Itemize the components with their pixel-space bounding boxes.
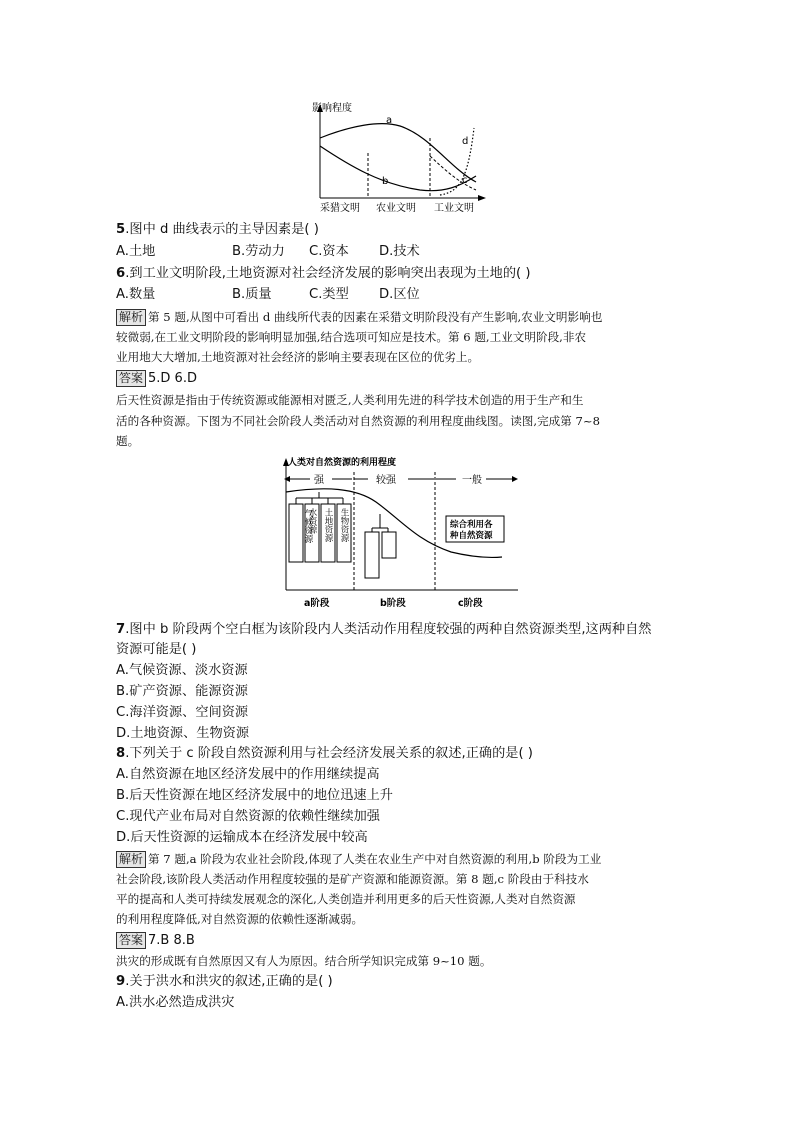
question-5-options (116, 242, 420, 262)
fig2-stage-a: a阶段 (304, 598, 330, 609)
q5-option-d[interactable]: D.技术 (379, 244, 420, 259)
explanation-7-8-line-4: 的利用程度降低,对自然资源的依赖性逐渐减弱。 (116, 912, 364, 926)
answer-tag: 答案 (116, 370, 146, 387)
box-land-label: 土地资源 (323, 508, 333, 542)
intro-7-8-line-2: 活的各种资源。下图为不同社会阶段人类活动对自然资源的利用程度曲线图。读图,完成第 7~8 (116, 414, 600, 428)
q8-option-d[interactable]: D.后天性资源的运输成本在经济发展中较高 (116, 830, 368, 845)
q7-option-d[interactable]: D.土地资源、生物资源 (116, 726, 250, 741)
q6-option-a[interactable]: A.数量 (116, 287, 156, 302)
figure-influence-chart (300, 98, 490, 216)
q7-option-c[interactable]: C.海洋资源、空间资源 (116, 705, 249, 720)
q6-option-b[interactable]: B.质量 (232, 287, 272, 302)
q6-option-c[interactable]: C.类型 (309, 287, 349, 302)
fig2-stage-c: c阶段 (458, 598, 483, 609)
intro-9-10: 洪灾的形成既有自然原因又有人为原因。结合所学知识完成第 9~10 题。 (116, 954, 492, 968)
box-bio-label: 生物资源 (339, 508, 349, 542)
curve-b-label: b (382, 176, 389, 187)
explanation-tag: 解析 (116, 851, 146, 868)
q8-option-a[interactable]: A.自然资源在地区经济发展中的作用继续提高 (116, 767, 380, 782)
curve-a-label: a (386, 115, 393, 126)
blank-box-2 (382, 532, 396, 558)
answer-tag: 答案 (116, 932, 146, 949)
q7-option-a[interactable]: A.气候资源、淡水资源 (116, 663, 248, 678)
explanation-5-6-line-3: 业用地大大增加,土地资源对社会经济的影响主要表现在区位的优劣上。 (116, 350, 480, 364)
box-climate-label: 气候资源 (279, 509, 313, 519)
explanation-7-8-line-2: 社会阶段,该阶段人类活动作用程度较强的是矿产资源和能源资源。第 8 题,c 阶段由于科技水 (116, 872, 589, 886)
answer-7-8: 答案 7.B 8.B (116, 931, 195, 951)
q8-option-b[interactable]: B.后天性资源在地区经济发展中的地位迅速上升 (116, 788, 393, 803)
fig2-ylabel: 人类对自然资源的利用程度 (288, 458, 397, 468)
question-9: 9.关于洪水和洪灾的叙述,正确的是( ) (116, 974, 333, 989)
intro-7-8-line-1: 后天性资源是指由于传统资源或能源相对匮乏,人类利用先进的科学技术创造的用于生产和生 (116, 393, 584, 407)
figure-resource-usage-chart (276, 454, 526, 614)
explanation-7-8-line-3: 平的提高和人类可持续发展观念的深化,人类创造并利用更多的后天性资源,人类对自然资源 (116, 892, 576, 906)
question-6: 6.到工业文明阶段,土地资源对社会经济发展的影响突出表现为土地的( ) (116, 266, 531, 281)
blank-box-1 (365, 532, 379, 578)
q6-option-d[interactable]: D.区位 (379, 287, 420, 302)
q5-option-c[interactable]: C.资本 (309, 244, 349, 259)
fig1-ylabel: 影响程度 (312, 103, 352, 114)
intro-7-8-line-3: 题。 (116, 434, 140, 448)
curve-a (320, 124, 476, 182)
fig1-stage-3: 工业文明 (434, 203, 474, 214)
q8-option-c[interactable]: C.现代产业布局对自然资源的依赖性继续加强 (116, 809, 380, 824)
question-7-line-2: 资源可能是( ) (116, 642, 197, 657)
question-6-options (116, 285, 420, 305)
explanation-7-8-line-1: 解析 第 7 题,a 阶段为农业社会阶段,体现了人类在农业生产中对自然资源的利用,b 阶段为工业 (116, 849, 601, 869)
curve-b (320, 146, 476, 191)
fig1-stage-2: 农业文明 (376, 203, 416, 214)
box-water-label: 水资源 (307, 508, 317, 534)
q9-option-a[interactable]: A.洪水必然造成洪灾 (116, 995, 235, 1010)
q5-option-b[interactable]: B.劳动力 (232, 244, 285, 259)
explanation-tag: 解析 (116, 309, 146, 326)
curve-d (440, 128, 474, 195)
question-8: 8.下列关于 c 阶段自然资源利用与社会经济发展关系的叙述,正确的是( ) (116, 746, 533, 761)
explanation-5-6-line-1: 解析 第 5 题,从图中可看出 d 曲线所代表的因素在采猎文明阶段没有产生影响,农业文明影响也 (116, 307, 602, 327)
fig2-stage-b: b阶段 (380, 598, 406, 609)
fig2-level-strong: 强 (314, 475, 324, 486)
answer-5-6: 答案 5.D 6.D (116, 369, 197, 389)
curve-c (430, 156, 476, 190)
fig2-level-medium: 较强 (376, 475, 396, 486)
q5-option-a[interactable]: A.土地 (116, 244, 156, 259)
fig1-stage-1: 采猎文明 (320, 203, 360, 214)
fig2-level-general: 一般 (462, 475, 482, 486)
curve-d-label: d (462, 136, 469, 147)
curve-c-label: c (462, 175, 468, 186)
question-5: 5.图中 d 曲线表示的主导因素是( ) (116, 222, 319, 237)
explanation-5-6-line-2: 较微弱,在工业文明阶段的影响明显加强,结合选项可知应是技术。第 6 题,工业文明阶段,非农 (116, 330, 587, 344)
question-7-line-1: 7.图中 b 阶段两个空白框为该阶段内人类活动作用程度较强的两种自然资源类型,这两种自然 (116, 622, 652, 637)
q7-option-b[interactable]: B.矿产资源、能源资源 (116, 684, 248, 699)
right-box-line-1: 综合利用各 (450, 520, 493, 530)
right-box-line-2: 种自然资源 (450, 531, 493, 541)
